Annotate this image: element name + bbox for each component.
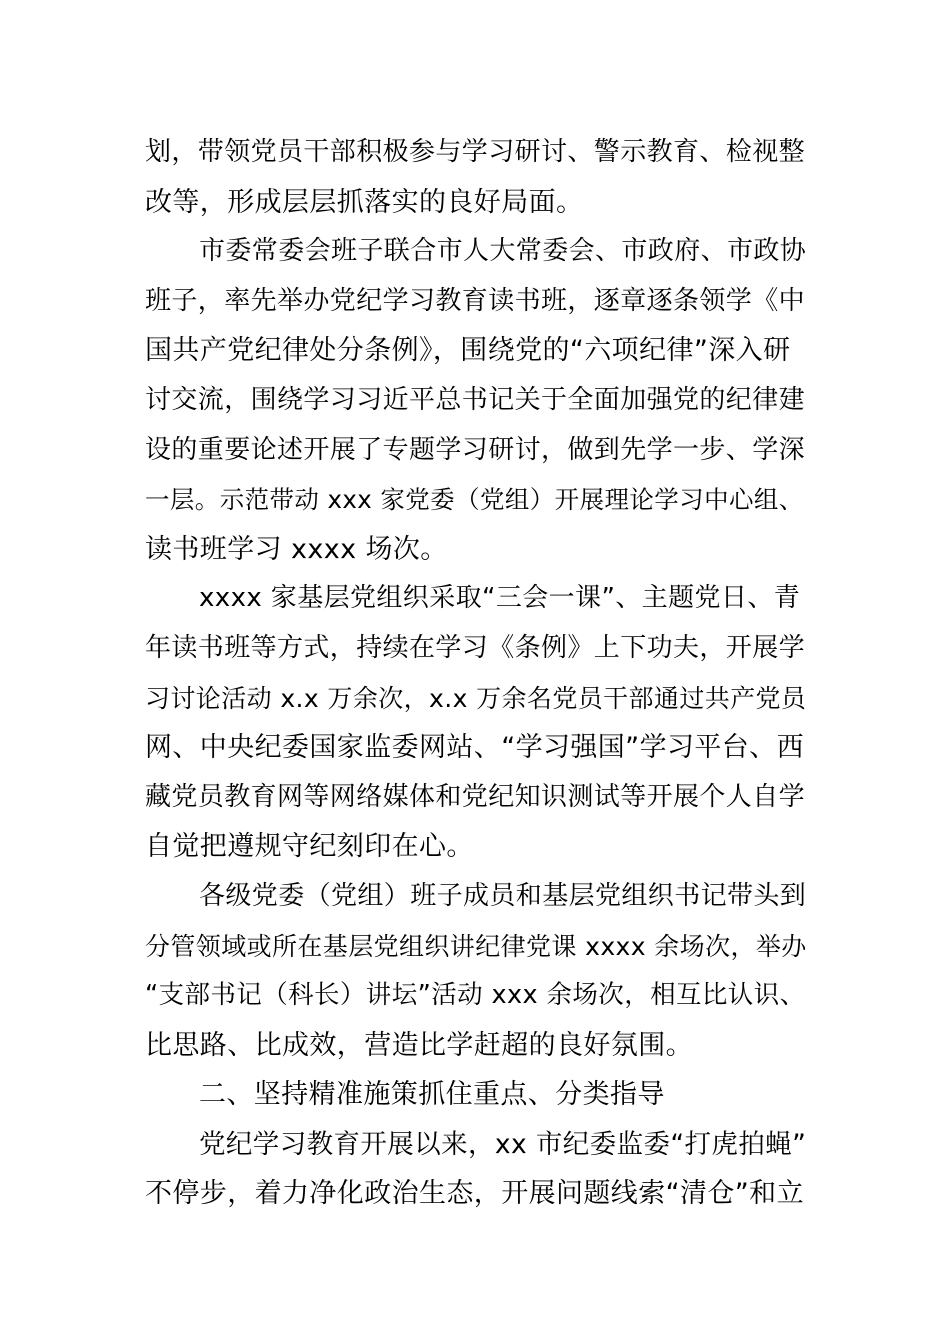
- paragraph: [145, 872, 810, 1070]
- document-body: [145, 128, 810, 1219]
- paragraph: [145, 128, 810, 227]
- text-line: 班子，率先举办党纪学习教育读书班，逐章逐条领学《中: [145, 285, 806, 316]
- text-line: 改等，形成层层抓落实的良好局面。: [145, 186, 584, 218]
- text-line: 党纪学习教育开展以来，xx 市纪委监委“打虎拍蝇”: [199, 1128, 807, 1160]
- text-line: 年读书班等方式，持续在学习《条例》上下功夫，开展学: [145, 632, 806, 663]
- text-line: 一层。示范带动 xxx 家党委（党组）开展理论学习中心组、: [145, 485, 804, 515]
- text-line: “支部书记（科长）讲坛”活动 xxx 余场次，相互比认识、: [145, 980, 806, 1011]
- heading-line: 二、坚持精准施策抓住重点、分类指导: [199, 1079, 665, 1111]
- text-line: 读书班学习 xxxx 场次。: [145, 533, 448, 565]
- text-line: 自觉把遵规守纪刻印在心。: [145, 831, 474, 863]
- text-line: 习讨论活动 x.x 万余次，x.x 万余名党员干部通过共产党员: [145, 683, 807, 713]
- paragraph: [145, 227, 810, 574]
- text-line: 设的重要论述开展了专题学习研讨，做到先学一步、学深: [145, 434, 806, 465]
- paragraph: [145, 1120, 810, 1219]
- paragraph: [145, 574, 810, 872]
- text-line: 国共产党纪律处分条例》，围绕党的“六项纪律”深入研: [145, 335, 791, 367]
- text-line: 藏党员教育网等网络媒体和党纪知识测试等开展个人自学: [145, 781, 806, 812]
- text-line: 网、中央纪委国家监委网站、“学习强国”学习平台、西: [145, 732, 804, 764]
- text-line: 比思路、比成效，营造比学赶超的良好氛围。: [145, 1029, 693, 1061]
- text-line: 讨交流，围绕学习习近平总书记关于全面加强党的纪律建: [145, 384, 806, 415]
- text-line: 划，带领党员干部积极参与学习研讨、警示教育、检视整: [145, 137, 806, 167]
- text-line: 不停步，着力净化政治生态，开展问题线索“清仓”和立: [145, 1178, 804, 1210]
- text-line: 市委常委会班子联合市人大常委会、市政府、市政协: [199, 236, 807, 267]
- text-line: 分管领域或所在基层党组织讲纪律党课 xxxx 余场次，举办: [145, 931, 807, 961]
- text-line: xxxx 家基层党组织采取“三会一课”、主题党日、青: [199, 583, 801, 614]
- section-heading: [145, 1070, 810, 1120]
- text-line: 各级党委（党组）班子成员和基层党组织书记带头到: [199, 880, 807, 911]
